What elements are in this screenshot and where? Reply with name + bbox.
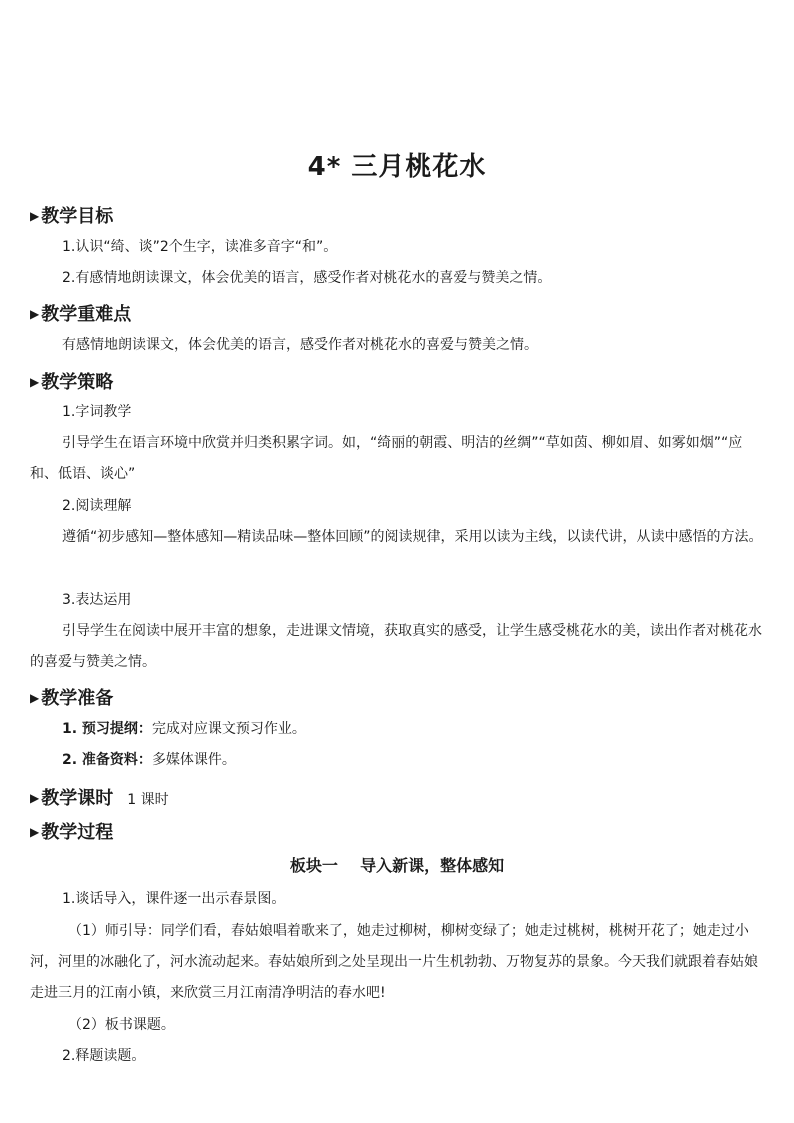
heading-process: ▶ 教学过程 (30, 822, 114, 843)
strategy-1-text: 引导学生在语言环境中欣赏并归类积累字词。如，“绮丽的朝霞、明洁的丝绸”“草如茵、柳如眉、如雾如烟”“应和、低语、谈心” (30, 435, 743, 482)
triangle-bullet-icon: ▶ (30, 375, 40, 389)
triangle-bullet-icon: ▶ (30, 791, 40, 805)
heading-hours: ▶ 教学课时 1 课时 (30, 788, 169, 809)
process-p4: 2.释题读题。 (62, 1048, 146, 1064)
triangle-bullet-icon: ▶ (30, 691, 40, 705)
heading-preparation: ▶ 教学准备 (30, 688, 114, 709)
triangle-bullet-icon: ▶ (30, 307, 40, 321)
strategy-1-title: 1.字词教学 (62, 404, 132, 420)
prep-item-1-text: 完成对应课文预习作业。 (151, 721, 306, 737)
block-one-title: 板块一 导入新课，整体感知 (289, 856, 505, 875)
heading-goals: ▶ 教学目标 (30, 206, 114, 227)
prep-item-2 (30, 745, 770, 776)
hours-value: 1 课时 (127, 792, 169, 808)
strategy-2-text: 遵循“初步感知—整体感知—精读品味—整体回顾”的阅读规律，采用以读为主线，以读代讲，从读中感悟的方法。 (62, 529, 763, 545)
goal-item-2: 2.有感情地朗读课文，体会优美的语言，感受作者对桃花水的喜爱与赞美之情。 (62, 270, 552, 286)
process-p2: （1）师引导：同学们看，春姑娘唱着歌来了，她走过柳树，柳树变绿了；她走过桃树，桃树开花了；她走过小河，河里的冰融化了，河水流动起来。春姑娘所到之处呈现出一片生机勃勃、万物复苏的景象。今天我们就跟着春姑娘走进三月的江南小镇，来欣赏三月江南清净明洁的春水吧! (30, 923, 758, 1001)
prep-item-1-label: 1. 预习提纲： (62, 721, 152, 737)
goal-item-1: 1.认识“绮、谈”2个生字，读准多音字“和”。 (62, 239, 338, 255)
prep-item-1 (30, 714, 770, 745)
triangle-bullet-icon: ▶ (30, 209, 40, 223)
process-p1: 1.谈话导入，课件逐一出示春景图。 (62, 891, 286, 907)
process-p3: （2）板书课题。 (68, 1017, 175, 1033)
prep-item-2-text: 多媒体课件。 (151, 752, 236, 768)
strategy-3-title: 3.表达运用 (62, 592, 132, 608)
key-points-text: 有感情地朗读课文，体会优美的语言，感受作者对桃花水的喜爱与赞美之情。 (62, 337, 538, 353)
prep-item-2-label: 2. 准备资料： (62, 752, 152, 768)
heading-key-points: ▶ 教学重难点 (30, 304, 132, 325)
heading-strategy: ▶ 教学策略 (30, 372, 114, 393)
triangle-bullet-icon: ▶ (30, 825, 40, 839)
strategy-2-title: 2.阅读理解 (62, 498, 132, 514)
strategy-3-text: 引导学生在阅读中展开丰富的想象，走进课文情境，获取真实的感受，让学生感受桃花水的美，读出作者对桃花水的喜爱与赞美之情。 (30, 623, 762, 670)
page-title: 4* 三月桃花水 (307, 152, 487, 182)
